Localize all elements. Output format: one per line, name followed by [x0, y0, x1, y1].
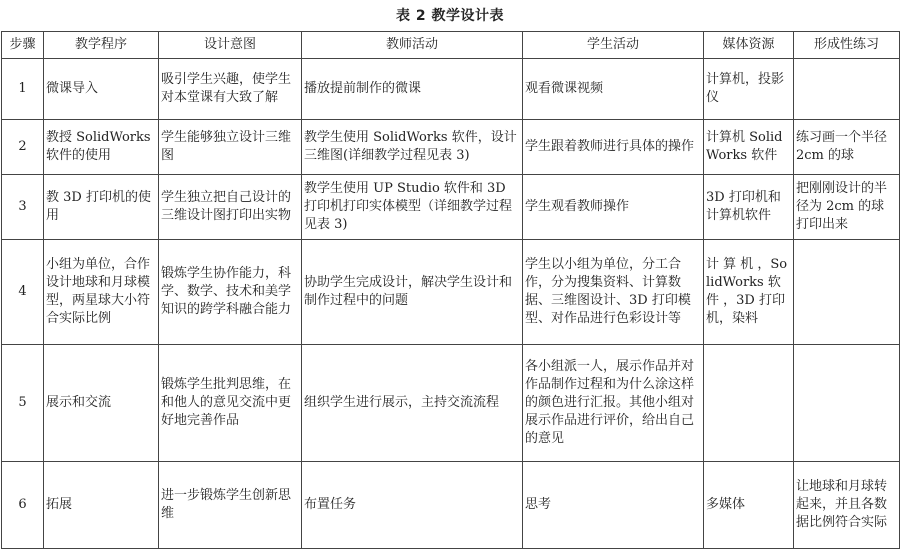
- header-teacher-activity: 教师活动: [302, 32, 523, 59]
- table-caption: 表 2 教学设计表: [396, 8, 504, 24]
- cell-procedure: 小组为单位，合作设计地球和月球模型，两星球大小符合实际比例: [44, 240, 159, 345]
- cell-procedure: 教授 SolidWorks 软件的使用: [44, 120, 159, 175]
- cell-step: 2: [2, 120, 44, 175]
- header-student-activity: 学生活动: [523, 32, 704, 59]
- cell-teacher-activity: 组织学生进行展示，主持交流流程: [302, 345, 523, 462]
- header-procedure: 教学程序: [44, 32, 159, 59]
- cell-intent: 吸引学生兴趣，使学生对本堂课有大致了解: [159, 59, 302, 120]
- cell-intent: 进一步锻炼学生创新思维: [159, 462, 302, 549]
- table-row: [2, 345, 900, 462]
- cell-exercise: [794, 240, 900, 345]
- cell-student-activity: 思考: [523, 462, 704, 549]
- cell-media: 计 算 机 ，SolidWorks 软 件 ，3D 打印机，染料: [704, 240, 794, 345]
- cell-teacher-activity: 协助学生完成设计，解决学生设计和制作过程中的问题: [302, 240, 523, 345]
- header-row: [2, 32, 900, 59]
- cell-exercise: 让地球和月球转起来，并且各数据比例符合实际: [794, 462, 900, 549]
- cell-teacher-activity: 教学生使用 UP Studio 软件和 3D 打印机打印实体模型（详细教学过程见表 3): [302, 175, 523, 240]
- cell-media: 计算机，投影仪: [704, 59, 794, 120]
- table-row: [2, 175, 900, 240]
- table-row: [2, 462, 900, 549]
- header-exercise: 形成性练习: [794, 32, 900, 59]
- table-row: [2, 59, 900, 120]
- cell-step: 3: [2, 175, 44, 240]
- cell-procedure: 展示和交流: [44, 345, 159, 462]
- header-intent: 设计意图: [159, 32, 302, 59]
- cell-procedure: 拓展: [44, 462, 159, 549]
- cell-media: 计算机 SolidWorks 软件: [704, 120, 794, 175]
- cell-intent: 学生独立把自己设计的三维设计图打印出实物: [159, 175, 302, 240]
- teaching-design-table: [1, 31, 900, 549]
- table-row: [2, 120, 900, 175]
- cell-step: 1: [2, 59, 44, 120]
- cell-exercise: [794, 345, 900, 462]
- cell-student-activity: 学生跟着教师进行具体的操作: [523, 120, 704, 175]
- cell-procedure: 教 3D 打印机的使用: [44, 175, 159, 240]
- cell-student-activity: 观看微课视频: [523, 59, 704, 120]
- cell-student-activity: 各小组派一人，展示作品并对作品制作过程和为什么涂这样的颜色进行汇报。其他小组对展示作品进行评价，给出自己的意见: [523, 345, 704, 462]
- cell-exercise: [794, 59, 900, 120]
- cell-step: 6: [2, 462, 44, 549]
- cell-procedure: 微课导入: [44, 59, 159, 120]
- header-media: 媒体资源: [704, 32, 794, 59]
- cell-exercise: 把刚刚设计的半径为 2cm 的球打印出来: [794, 175, 900, 240]
- cell-media: 多媒体: [704, 462, 794, 549]
- cell-student-activity: 学生观看教师操作: [523, 175, 704, 240]
- cell-intent: 锻炼学生批判思维，在和他人的意见交流中更好地完善作品: [159, 345, 302, 462]
- cell-media: [704, 345, 794, 462]
- cell-teacher-activity: 布置任务: [302, 462, 523, 549]
- cell-intent: 学生能够独立设计三维图: [159, 120, 302, 175]
- cell-media: 3D 打印机和计算机软件: [704, 175, 794, 240]
- cell-teacher-activity: 教学生使用 SolidWorks 软件，设计三维图(详细教学过程见表 3): [302, 120, 523, 175]
- header-step: 步骤: [2, 32, 44, 59]
- cell-teacher-activity: 播放提前制作的微课: [302, 59, 523, 120]
- cell-student-activity: 学生以小组为单位，分工合作，分为搜集资料、计算数据、三维图设计、3D 打印模型、对作品进行色彩设计等: [523, 240, 704, 345]
- cell-exercise: 练习画一个半径 2cm 的球: [794, 120, 900, 175]
- cell-step: 4: [2, 240, 44, 345]
- cell-step: 5: [2, 345, 44, 462]
- table-row: [2, 240, 900, 345]
- cell-intent: 锻炼学生协作能力，科学、数学、技术和美学知识的跨学科融合能力: [159, 240, 302, 345]
